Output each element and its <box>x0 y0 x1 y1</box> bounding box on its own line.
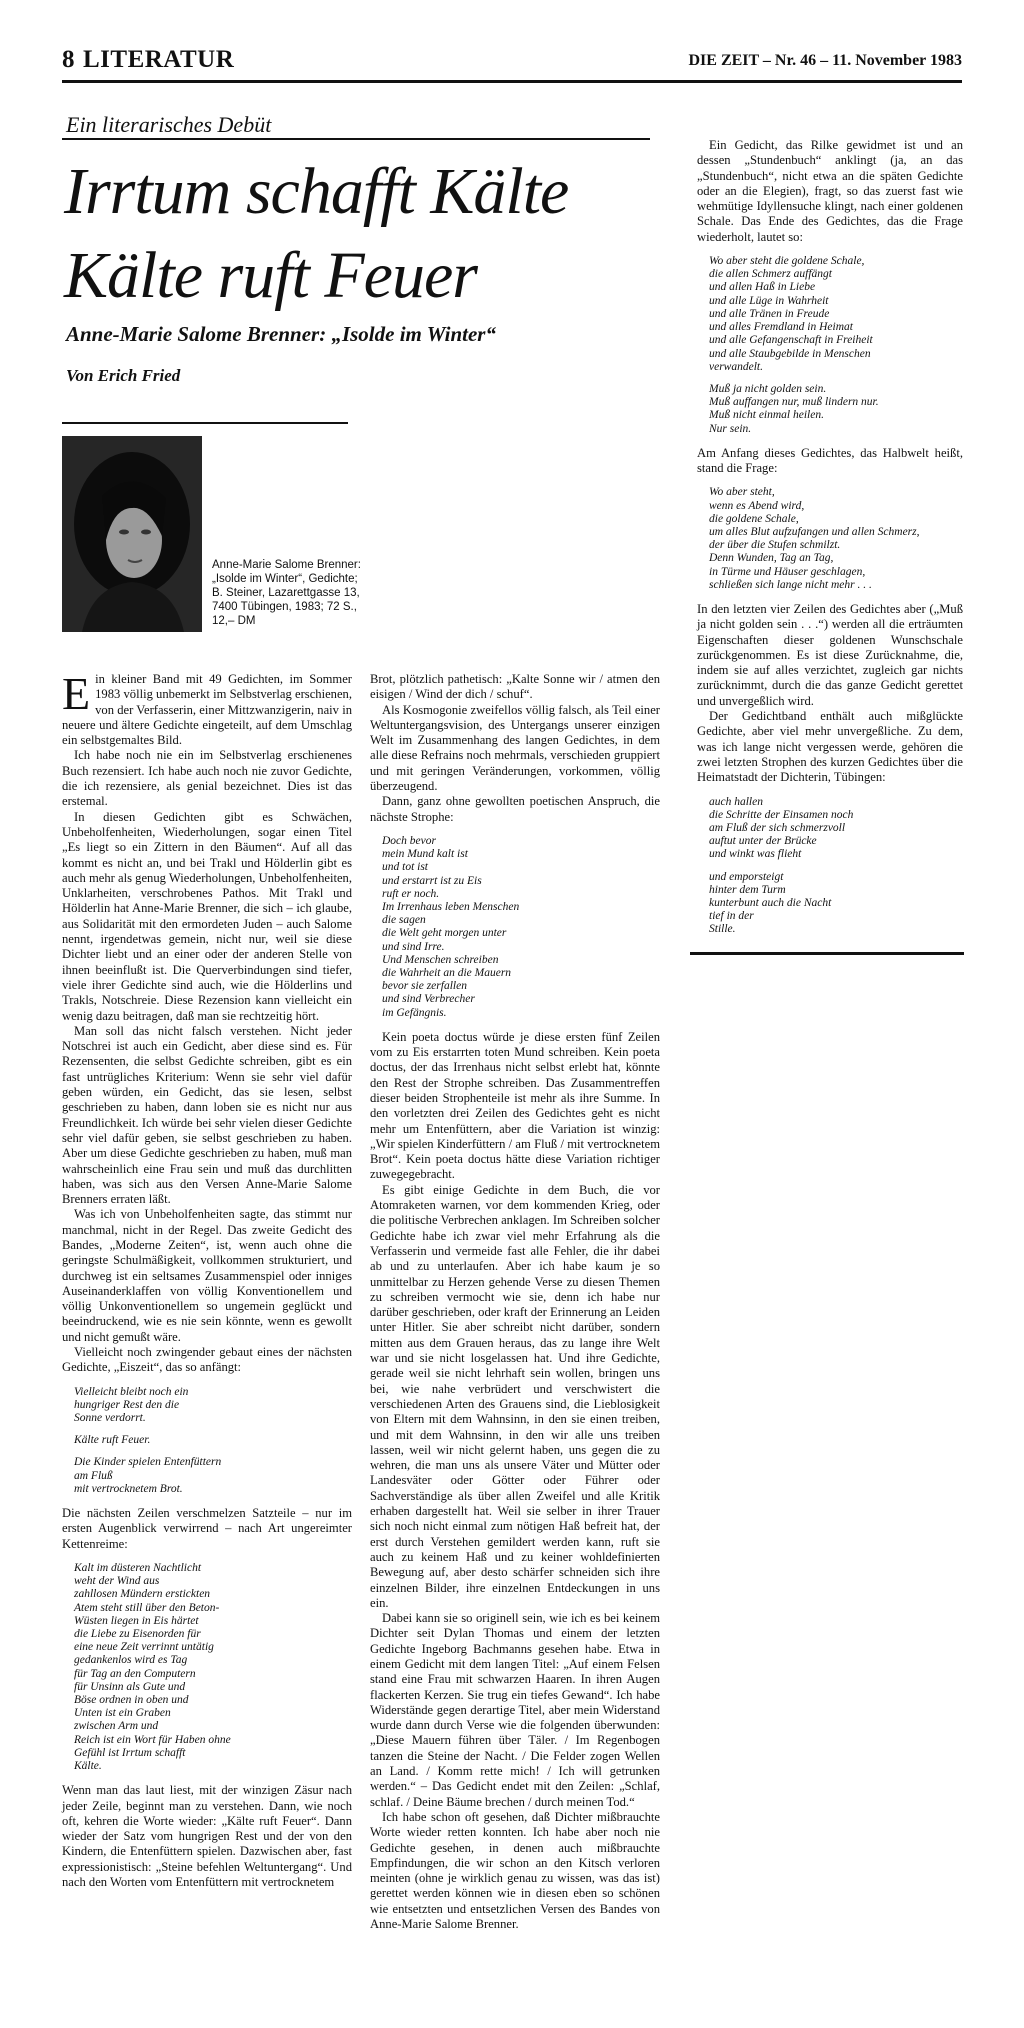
poem-stanza <box>74 1386 352 1426</box>
paragraph: Kein poeta doctus würde je diese ersten fünf Zeilen vom zu Eis erstarrten toten Mund schreiben. Kein poeta doctus, der das Irrenhaus nicht selbst erlebt hat, könnte den Rest der Strophe schreiben. Das Zusammentreffen dieser beiden Strophenteile ist mehr als ihre Summe. In den vorletzten drei Zeilen des Gedichtes geht es nicht mehr um Entenfüttern, aber die Variation ist winzig: „Wir spielen Kinderfüttern / am Fluß / mit vertrocknetem Brot“. Kein poeta doctus hätte diese Variation richtiger zuwegegebracht. <box>370 1029 660 1182</box>
poem-stanza <box>709 255 963 374</box>
poem-line: und emporsteigt <box>709 870 784 883</box>
portrait-image <box>62 436 202 632</box>
masthead-rule <box>62 80 962 83</box>
poem-line: Unten ist ein Graben <box>74 1707 171 1720</box>
poem-line: zwischen Arm und <box>74 1720 159 1733</box>
paragraph: Der Gedichtband enthält auch mißglückte Gedichte, aber viel mehr unvergeßliche. Zu dem, was ich lange nicht vergessen werde, gehören die zwei letzten Strophen des kurzen Gedichtes über die Heimatstadt der Dichterin, Tübingen: <box>697 709 963 785</box>
paragraph: In diesen Gedichten gibt es Schwächen, Unbeholfenheiten, Wiederholungen, sogar einen Titel „Es liegt so ein Zittern in den Bäumen“. Auf all das kommt es nicht an, und bei Trakl und Hölderlin gibt es auch mehr als genug Wiederholungen, Unbeholfenheiten, Unklarheiten, verschrobenes Pathos. Mit Trakl und Hölderlin hat Anne-Marie Brenner, die sich – ich glaube, aus Solidarität mit den ermordeten Juden – auch Salome nennt, irgendetwas gemein, nicht nur, weil sie diese Dichter liebt und an einer oder der anderen Stelle von ihnen beeinflußt ist. Die Querverbindungen sind tiefer, viele ihrer Gedichte sind auch, wie die Hölderlins und Trakls, Notschreie. Diese Rezension kann vielleicht ein wenig dazu beitragen, daß man sie rechtzeitig hört. <box>62 809 352 1023</box>
paragraph: Dann, ganz ohne gewollten poetischen Anspruch, die nächste Strophe: <box>370 794 660 824</box>
poem-line: der über die Stufen schmilzt. <box>709 539 841 552</box>
column-3 <box>697 138 963 947</box>
headline-line-1: Irrtum schafft Kälte <box>64 155 569 228</box>
paragraph: Am Anfang dieses Gedichtes, das Halbwelt heißt, stand die Frage: <box>697 445 963 476</box>
column-2 <box>370 672 660 1932</box>
photo-caption: Anne-Marie Salome Brenner: „Isolde im Winter“, Gedichte; B. Steiner, Lazarettgasse 13, 7400 Tübingen, 1983; 72 S., 12,– DM <box>212 559 361 627</box>
paragraph: Vielleicht noch zwingender gebaut eines der nächsten Gedichte, „Eiszeit“, das so anfängt: <box>62 1345 352 1375</box>
poem-line: Böse ordnen in oben und <box>74 1694 189 1706</box>
poem-line: Gefühl ist Irrtum schafft <box>74 1746 186 1759</box>
poem-line: Atem steht still über den Beton- <box>74 1601 220 1614</box>
poem-quote <box>74 1386 352 1496</box>
poem-stanza <box>709 383 963 436</box>
paragraph: Ich habe noch nie ein im Selbstverlag erschienenes Buch rezensiert. Ich habe auch noch nie zuvor Gedichte, die ich rezensiere, als genial bezeichnet. Dies ist das erstemal. <box>62 748 352 809</box>
poem-line: Und Menschen schreiben <box>382 953 499 966</box>
poem-line: und alle Lüge in Wahrheit <box>709 294 829 307</box>
poem-line: tief in der <box>709 910 754 923</box>
poem-stanza <box>709 486 963 592</box>
byline: Von Erich Fried <box>66 366 181 385</box>
paragraph: Als Kosmogonie zweifellos völlig falsch, als Teil einer Weltuntergangsvision, des Untergangs unserer einzigen Welt im Zusammenhang des langen Gedichtes, in dem alle diese Refrains noch mehrmals, verschieden gruppiert und mit geringen Veränderungen, vorkommen, völlig überzeugend. <box>370 702 660 794</box>
poem-line: mit vertrocknetem Brot. <box>74 1482 183 1495</box>
poem-line: wenn es Abend wird, <box>709 499 805 512</box>
paragraph: Dabei kann sie so originell sein, wie ich es bei keinem Dichter seit Dylan Thomas und einem der letzten Gedichte Ingeborg Bachmanns gesehen habe. Etwa in einem Gedicht mit dem langen Titel: „Auf einem Felsen stand eine Frau mit schwarzen Haaren. In ihren Augen flackerten Kerzen. Sie trug ein tiefes Gewand“. Ich habe Widerstände gegen derartige Titel, aber mein Widerstand wurde dann durch Verse wie die folgenden überwunden: „Diese Mauern führen über Täler. / Im Regenbogen tanzen die Steine der Nacht. / Die Felder zogen Wellen an Land. / Komm rette mich! / Ich will getrunken werden.“ – Das Gedicht endet mit den Zeilen: „Schlaf, schlaf. / Deine Bäume brechen / durch meinen Tod.“ <box>370 1611 660 1809</box>
poem-line: um alles Blut aufzufangen und allen Schmerz, <box>709 525 920 538</box>
poem-line: in Türme und Häuser geschlagen, <box>709 565 866 578</box>
masthead <box>62 46 962 80</box>
poem-line: bevor sie zerfallen <box>382 980 467 993</box>
poem-line: zahllosen Mündern erstickten <box>74 1588 211 1601</box>
poem-line: und alle Staubgebilde in Menschen <box>709 347 871 360</box>
byline-rule <box>62 422 348 424</box>
poem-line: und tot ist <box>382 861 429 874</box>
poem-line: Wo aber steht die goldene Schale, <box>709 255 865 268</box>
poem-line: hungriger Rest den die <box>74 1398 180 1411</box>
drop-cap: E <box>62 668 91 719</box>
poem-quote <box>74 1562 352 1773</box>
poem-quote <box>709 255 963 436</box>
poem-line: eine neue Zeit verrinnt untätig <box>74 1641 214 1654</box>
poem-line: am Fluß <box>74 1469 113 1482</box>
poem-line: Reich ist ein Wort für Haben ohne <box>74 1733 231 1746</box>
poem-stanza <box>74 1434 352 1447</box>
page-number: 8 <box>62 46 75 73</box>
poem-line: verwandelt. <box>709 360 763 373</box>
poem-line: gedankenlos wird es Tag <box>74 1654 188 1667</box>
poem-line: kunterbunt auch die Nacht <box>709 896 832 909</box>
poem-line: Kälte. <box>74 1760 102 1773</box>
poem-stanza <box>709 796 963 862</box>
poem-line: und sind Verbrecher <box>382 993 475 1006</box>
paragraph: Ein Gedicht, das Rilke gewidmet ist und an dessen „Stundenbuch“ anklingt (ja, an das „Stundenbuch“, nicht etwa an die späten Gedichte oder an die Elegien), fragt, so das zuerst fast wie wehmütige Idyllensuche klingt, nach einer goldenen Schale. Das Ende des Gedichtes, das die Frage wiederholt, lautet so: <box>697 138 963 244</box>
poem-line: und sind Irre. <box>382 940 445 953</box>
paragraph: Was ich von Unbeholfenheiten sagte, das stimmt nur manchmal, nicht in der Regel. Das zweite Gedicht des Bandes, „Moderne Zeiten“, ist, wenn auch ohne die geringste Schulmäßigkeit, vollkommen strukturiert, und durchweg ist ein seltsames Zusammenspiel oder inniges Auseinanderklaffen von völlig Konventionellem und völlig Unkonventionellem so ungemein geglückt und beeindruckend, wie es nie sein könnte, wenn es gewollt und nicht gemußt wäre. <box>62 1207 352 1344</box>
poem-line: die goldene Schale, <box>709 512 799 525</box>
poem-line: Denn Wunden, Tag an Tag, <box>709 552 834 565</box>
poem-line: die Welt geht morgen unter <box>382 927 507 940</box>
poem-line: Doch bevor <box>382 834 436 847</box>
poem-line: die sagen <box>382 914 426 927</box>
poem-line: und alle Gefangenschaft in Freiheit <box>709 334 873 347</box>
poem-line: Muß auffangen nur, muß lindern nur. <box>709 396 879 409</box>
poem-line: im Gefängnis. <box>382 1006 447 1019</box>
column-1 <box>62 668 352 1890</box>
poem-quote <box>709 486 963 592</box>
poem-line: die allen Schmerz auffängt <box>709 268 832 281</box>
poem-line: Muß nicht einmal heilen. <box>709 409 824 422</box>
paragraph: Die nächsten Zeilen verschmelzen Satzteile – nur im ersten Augenblick verwirrend – nach Art ungereimter Kettenreime: <box>62 1506 352 1551</box>
poem-quote <box>709 796 963 937</box>
poem-line: und alle Tränen in Freude <box>709 307 830 320</box>
paragraph: Man soll das nicht falsch verstehen. Nicht jeder Notschrei ist auch ein Gedicht, aber diese sind es. Für Rezensenten, die selbst Gedichte schreiben, gibt es ein fast untrügliches Kriterium: Wenn sie sehr viel dafür geben würden, ein Gedicht, das sie lesen, selbst geschrieben zu haben, dann loben sie es nicht nur aus Freundlichkeit. Ich würde bei sehr vielen dieser Gedichte sehr viel dafür geben, sie selbst geschrieben zu haben. Aber um diese Gedichte geschrieben zu haben, muß man wahrscheinlich eine Frau sein und muß das durchlitten haben, was sich aus den Versen Anne-Marie Salome Brenners erraten läßt. <box>62 1023 352 1207</box>
paragraph: Es gibt einige Gedichte in dem Buch, die vor Atomraketen warnen, vor dem kommenden Krieg, oder die politische Verbrechen anklagen. Im Schreiben solcher Gedichte habe ich zwar viel mehr Erfahrung als die Verfasserin und vermeide fast alle Fehler, die ihr dabei ab und zu unterlaufen. Aber ich habe kaum je so unmittelbar zu Herzen gehende Verse zu diesen Themen zu schreiben vermocht wie sie, denn ich habe nur darüber geschrieben, oder kraft der Erinnerung an Leiden unter Hitler. Sie aber schreibt nicht darüber, sondern mitten aus dem Grauen heraus, das zu lange ihre Welt war und sie nicht losgelassen hat. Und ihre Gedichte, gerade weil sie nicht lehrhaft sein wollen, bringen uns bei, wie nahe verbrüdert und verschwistert die verschiedenen Arten des Grauens sind, die Lieblosigkeit von Eltern mit dem Wahnsinn, in den sie einen treiben, und mit dem Wahnsinn, in den wir alle uns treiben lassen, weil wir nicht gelernt haben, uns gegen die zu wehren, die man uns als unsere Väter und Mütter oder Landesväter oder Götter oder Führer oder Sachverständige als über allen Zweifel und alle Kritik erhaben dargestellt hat. Weil sie selber in ihrer Trauer sich noch nicht einmal zum nötigen Haß befreit hat, der erst durch Verstehen gemildert werden kann, ruft sie auch zu keinem Haß und zu keiner wohldefinierten Bewegung auf, aber desto schärfer schneiden sich ihre einzelnen Bilder, ihre einzelnen Entdeckungen in uns ein. <box>370 1182 660 1610</box>
poem-line: ruft er noch. <box>382 887 440 900</box>
poem-line: Kälte ruft Feuer. <box>74 1434 151 1447</box>
poem-line: schließen sich lange nicht mehr . . . <box>709 578 872 591</box>
poem-line: und allen Haß in Liebe <box>709 281 816 294</box>
paragraph: Ich habe schon oft gesehen, daß Dichter mißbrauchte Worte wieder retten konnten. Ich habe aber noch nie Gedichte gesehen, in denen auch mißbrauchte Empfindungen, die wir schon an den Kitsch verloren meinten (ohne je wirklich genau zu wissen, was das ist) gerettet werden können wie in diesen eben so schönen wie entsetzten und entsetzlichen Versen des Bandes von Anne-Marie Salome Brenner. <box>370 1809 660 1932</box>
poem-line: Vielleicht bleibt noch ein <box>74 1385 189 1398</box>
poem-line: auch hallen <box>709 795 763 808</box>
kicker: Ein literarisches Debüt <box>66 112 272 137</box>
section-title: LITERATUR <box>83 46 235 73</box>
poem-line: die Wahrheit an die Mauern <box>382 967 512 979</box>
poem-line: die Schritte der Einsamen noch <box>709 808 854 821</box>
poem-stanza <box>709 871 963 937</box>
poem-line: und winkt was flieht <box>709 848 802 861</box>
issue-info: DIE ZEIT – Nr. 46 – 11. November 1983 <box>688 52 962 69</box>
poem-line: und erstarrt ist zu Eis <box>382 874 482 887</box>
paragraph: Ein kleiner Band mit 49 Gedichten, im Sommer 1983 völlig unbemerkt im Selbstverlag erschienen, von der Verfasserin, einer Mittzwanzigerin, naiv in neuere und ältere Gedichte eingeteilt, auf dem Umschlag ein selbstgemaltes Bild. <box>62 668 352 748</box>
section-header <box>62 46 234 74</box>
poem-line: mein Mund kalt ist <box>382 848 468 861</box>
poem-line: die Liebe zu Eisenorden für <box>74 1627 201 1640</box>
poem-line: Im Irrenhaus leben Menschen <box>382 900 520 913</box>
poem-line: hinter dem Turm <box>709 883 786 896</box>
poem-line: Kalt im düsteren Nachtlicht <box>74 1561 202 1574</box>
headline <box>64 150 664 318</box>
kicker-rule <box>62 138 650 140</box>
poem-line: Muß ja nicht golden sein. <box>709 382 827 395</box>
paragraph: Brot, plötzlich pathetisch: „Kalte Sonne wir / atmen den eisigen / Wind der dich / schuf“. <box>370 672 660 702</box>
poem-line: für Tag an den Computern <box>74 1667 196 1680</box>
poem-line: auftut unter der Brücke <box>709 835 817 848</box>
column-end-rule <box>690 952 964 955</box>
poem-stanza <box>74 1562 352 1773</box>
subhead: Anne-Marie Salome Brenner: „Isolde im Winter“ <box>66 322 496 346</box>
poem-line: weht der Wind aus <box>74 1575 160 1588</box>
author-photo <box>62 436 202 632</box>
poem-line: Stille. <box>709 923 736 936</box>
headline-line-2: Kälte ruft Feuer <box>64 239 477 312</box>
poem-quote <box>382 835 660 1020</box>
poem-line: am Fluß der sich schmerzvoll <box>709 821 846 834</box>
poem-stanza <box>74 1456 352 1496</box>
poem-line: Die Kinder spielen Entenfüttern <box>74 1456 222 1469</box>
paragraph: In den letzten vier Zeilen des Gedichtes aber („Muß ja nicht golden sein . . .“) werden all die erträumten Eigenschaften dieser goldenen Wunschschale zurückgenommen. Es ist diese Zurücknahme, die, indem sie auf alles verzichtet, zugleich gar nichts zurücknimmt, durch die das ganze Gedicht gerettet und unvergeßlich wird. <box>697 601 963 708</box>
poem-line: Nur sein. <box>709 422 752 435</box>
poem-line: Wüsten liegen in Eis härtet <box>74 1614 199 1627</box>
poem-line: Wo aber steht, <box>709 486 775 499</box>
poem-stanza <box>382 835 660 1020</box>
poem-line: Sonne verdorrt. <box>74 1412 146 1425</box>
poem-line: und alles Fremdland in Heimat <box>709 321 853 334</box>
paragraph: Wenn man das laut liest, mit der winzigen Zäsur nach jeder Zeile, beginnt man zu verstehen. Dann, wie noch oft, kehren die Worte wieder: „Kälte ruft Feuer“. Dann wieder der Satz vom hungrigen Rest und der von den Kindern, die Entenfüttern spielen. Dazwischen aber, fast expressionistisch: „Steine befehlen Weltuntergang“. Und nach den Worten vom Entenfüttern mit vertrocknetem <box>62 1783 352 1889</box>
poem-line: für Unsinn als Gute und <box>74 1680 186 1693</box>
